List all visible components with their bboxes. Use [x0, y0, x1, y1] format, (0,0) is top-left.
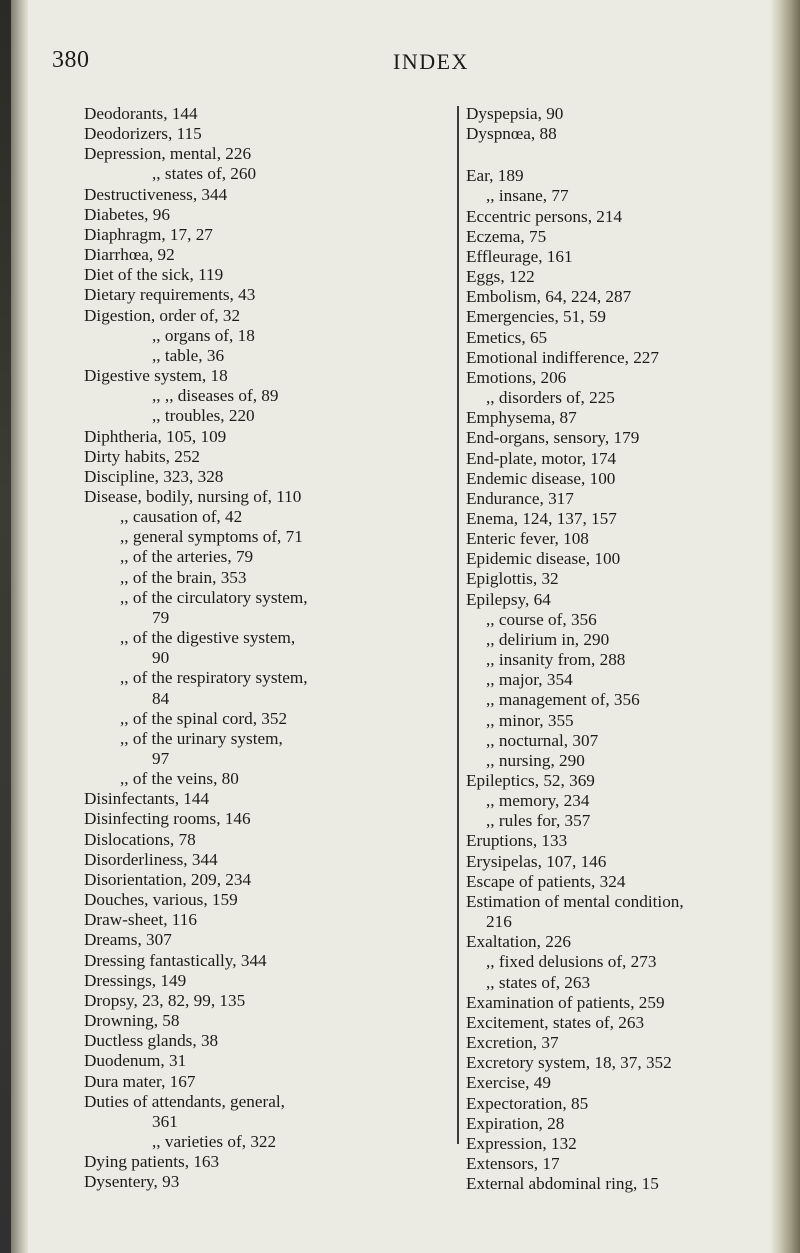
index-entry: Digestion, order of, 32 — [84, 305, 241, 325]
index-entry: Emetics, 65 — [466, 327, 548, 347]
index-entry: Expiration, 28 — [466, 1113, 565, 1133]
index-entry: End-organs, sensory, 179 — [466, 428, 640, 448]
index-subentry: ,, course of, 356 — [486, 609, 597, 629]
index-entry: Diaphragm, 17, 27 — [84, 224, 213, 244]
index-entry: Diphtheria, 105, 109 — [84, 426, 227, 446]
index-entry: Digestive system, 18 — [84, 366, 228, 386]
index-entry: Dislocations, 78 — [84, 829, 196, 849]
index-entry: Erysipelas, 107, 146 — [466, 851, 607, 871]
index-entry: Deodorants, 144 — [84, 104, 198, 123]
index-subentry: ,, insanity from, 288 — [486, 650, 626, 670]
index-continuation: 90 — [152, 648, 170, 668]
index-entry: Endurance, 317 — [466, 488, 574, 508]
index-entry: Ear, 189 — [466, 166, 524, 186]
index-subentry: ,, varieties of, 322 — [152, 1131, 277, 1151]
index-entry: Dressings, 149 — [84, 970, 187, 990]
index-subentry: ,, nocturnal, 307 — [486, 730, 599, 750]
index-entry: Expectoration, 85 — [466, 1093, 589, 1113]
index-entry: Eczema, 75 — [466, 226, 547, 246]
index-continuation: 97 — [152, 749, 170, 768]
index-entry: External abdominal ring, 15 — [466, 1174, 659, 1194]
index-entry: Embolism, 64, 224, 287 — [466, 287, 632, 307]
index-subentry: ,, general symptoms of, 71 — [120, 527, 303, 547]
index-entry: Escape of patients, 324 — [466, 871, 626, 891]
index-entry: Dying patients, 163 — [84, 1152, 220, 1172]
index-subentry: ,, of the arteries, 79 — [120, 547, 254, 567]
index-entry: Duodenum, 31 — [84, 1051, 187, 1071]
index-entry: Draw-sheet, 116 — [84, 910, 197, 930]
index-subentry: ,, ,, diseases of, 89 — [152, 386, 279, 406]
index-entry: Discipline, 323, 328 — [84, 466, 224, 486]
index-entry: Epiglottis, 32 — [466, 569, 559, 589]
index-entry: Epilepsy, 64 — [466, 589, 551, 609]
index-entry: Dropsy, 23, 82, 99, 135 — [84, 990, 246, 1010]
index-subentry: ,, states of, 263 — [486, 972, 591, 992]
index-entry: Exercise, 49 — [466, 1073, 551, 1093]
index-entry: Diabetes, 96 — [84, 204, 170, 224]
index-subentry: ,, major, 354 — [486, 670, 573, 690]
index-entry: Eruptions, 133 — [466, 831, 568, 851]
index-entry: Dirty habits, 252 — [84, 446, 201, 466]
index-entry: Dyspnœa, 88 — [466, 124, 557, 144]
column-divider — [457, 106, 459, 1144]
index-subentry: ,, organs of, 18 — [152, 325, 255, 345]
index-entry: Douches, various, 159 — [84, 890, 238, 910]
running-head: INDEX — [393, 49, 469, 74]
index-subentry: ,, memory, 234 — [486, 791, 590, 811]
index-continuation: 84 — [152, 688, 170, 708]
index-subentry: ,, of the veins, 80 — [120, 769, 239, 789]
index-entry: Dyspepsia, 90 — [466, 104, 564, 123]
index-entry: Dreams, 307 — [84, 930, 172, 950]
index-subentry: ,, states of, 260 — [152, 164, 257, 184]
index-entry: Excretory system, 18, 37, 352 — [466, 1053, 672, 1073]
index-entry: Endemic disease, 100 — [466, 468, 616, 488]
index-subentry: ,, insane, 77 — [486, 186, 569, 206]
index-entry: Diarrhœa, 92 — [84, 245, 175, 265]
index-subentry: ,, of the circulatory system, — [120, 587, 308, 607]
index-subentry: ,, disorders of, 225 — [486, 388, 615, 408]
index-entry: Epileptics, 52, 369 — [466, 771, 595, 790]
index-entry: Eggs, 122 — [466, 267, 535, 287]
index-entry: Ductless glands, 38 — [84, 1031, 219, 1051]
index-entry: Depression, mental, 226 — [84, 144, 252, 164]
index-subentry: ,, management of, 356 — [486, 690, 640, 710]
index-entry: Extensors, 17 — [466, 1153, 560, 1173]
index-entry: Excitement, states of, 263 — [466, 1012, 645, 1032]
index-entry: Expression, 132 — [466, 1133, 577, 1153]
index-subentry: ,, rules for, 357 — [486, 811, 591, 831]
index-entry: Disorderliness, 344 — [84, 849, 218, 869]
index-entry: Emotional indifference, 227 — [466, 347, 659, 367]
index-subentry: ,, of the brain, 353 — [120, 567, 247, 587]
index-subentry: ,, of the spinal cord, 352 — [120, 708, 288, 728]
index-column-right — [466, 104, 762, 1194]
index-subentry: ,, causation of, 42 — [120, 507, 243, 527]
index-entry: End-plate, motor, 174 — [466, 448, 617, 468]
index-entry: Estimation of mental condition, — [466, 891, 684, 911]
index-entry: Drowning, 58 — [84, 1011, 180, 1031]
index-entry: Disorientation, 209, 234 — [84, 869, 252, 889]
index-entry: Dressing fantastically, 344 — [84, 950, 267, 970]
page-right-edge — [770, 0, 800, 1253]
index-subentry: ,, delirium in, 290 — [486, 629, 610, 649]
index-continuation: 79 — [152, 607, 170, 627]
index-continuation: 361 — [152, 1111, 178, 1131]
index-entry: Dura mater, 167 — [84, 1071, 196, 1091]
index-entry: Enema, 124, 137, 157 — [466, 508, 617, 528]
index-entry: Examination of patients, 259 — [466, 992, 665, 1012]
index-entry: Destructiveness, 344 — [84, 184, 228, 204]
index-entry: Eccentric persons, 214 — [466, 206, 623, 226]
index-entry: Exaltation, 226 — [466, 932, 572, 952]
letter-section-gap — [466, 144, 762, 166]
index-entry: Disinfecting rooms, 146 — [84, 809, 251, 829]
index-entry: Emergencies, 51, 59 — [466, 307, 607, 327]
index-entry: Disinfectants, 144 — [84, 789, 210, 809]
index-entry: Excretion, 37 — [466, 1033, 559, 1053]
index-subentry: ,, table, 36 — [152, 345, 225, 365]
index-entry: Dietary requirements, 43 — [84, 285, 256, 305]
index-entry: Deodorizers, 115 — [84, 124, 202, 144]
page-header — [0, 47, 800, 77]
index-subentry: ,, minor, 355 — [486, 710, 574, 730]
index-entry: Duties of attendants, general, — [84, 1091, 285, 1111]
index-entry: Disease, bodily, nursing of, 110 — [84, 486, 302, 506]
index-subentry: ,, of the respiratory system, — [120, 668, 308, 688]
index-entry: Emotions, 206 — [466, 367, 567, 387]
index-entry: Dysentery, 93 — [84, 1172, 180, 1192]
index-entry: Emphysema, 87 — [466, 408, 577, 428]
index-column-left — [84, 104, 456, 1192]
index-entry: Diet of the sick, 119 — [84, 265, 224, 285]
index-entry: Epidemic disease, 100 — [466, 549, 621, 569]
index-entry: Enteric fever, 108 — [466, 529, 589, 549]
index-entry: Effleurage, 161 — [466, 246, 573, 266]
index-subentry: ,, nursing, 290 — [486, 750, 585, 770]
book-spine-edge — [0, 0, 11, 1253]
index-subentry: ,, troubles, 220 — [152, 406, 255, 426]
page-number: 380 — [52, 47, 90, 73]
index-subentry: ,, of the urinary system, — [120, 728, 283, 748]
index-subentry: ,, of the digestive system, — [120, 628, 296, 648]
index-subentry: ,, fixed delusions of, 273 — [486, 952, 657, 972]
index-continuation: 216 — [486, 912, 512, 932]
